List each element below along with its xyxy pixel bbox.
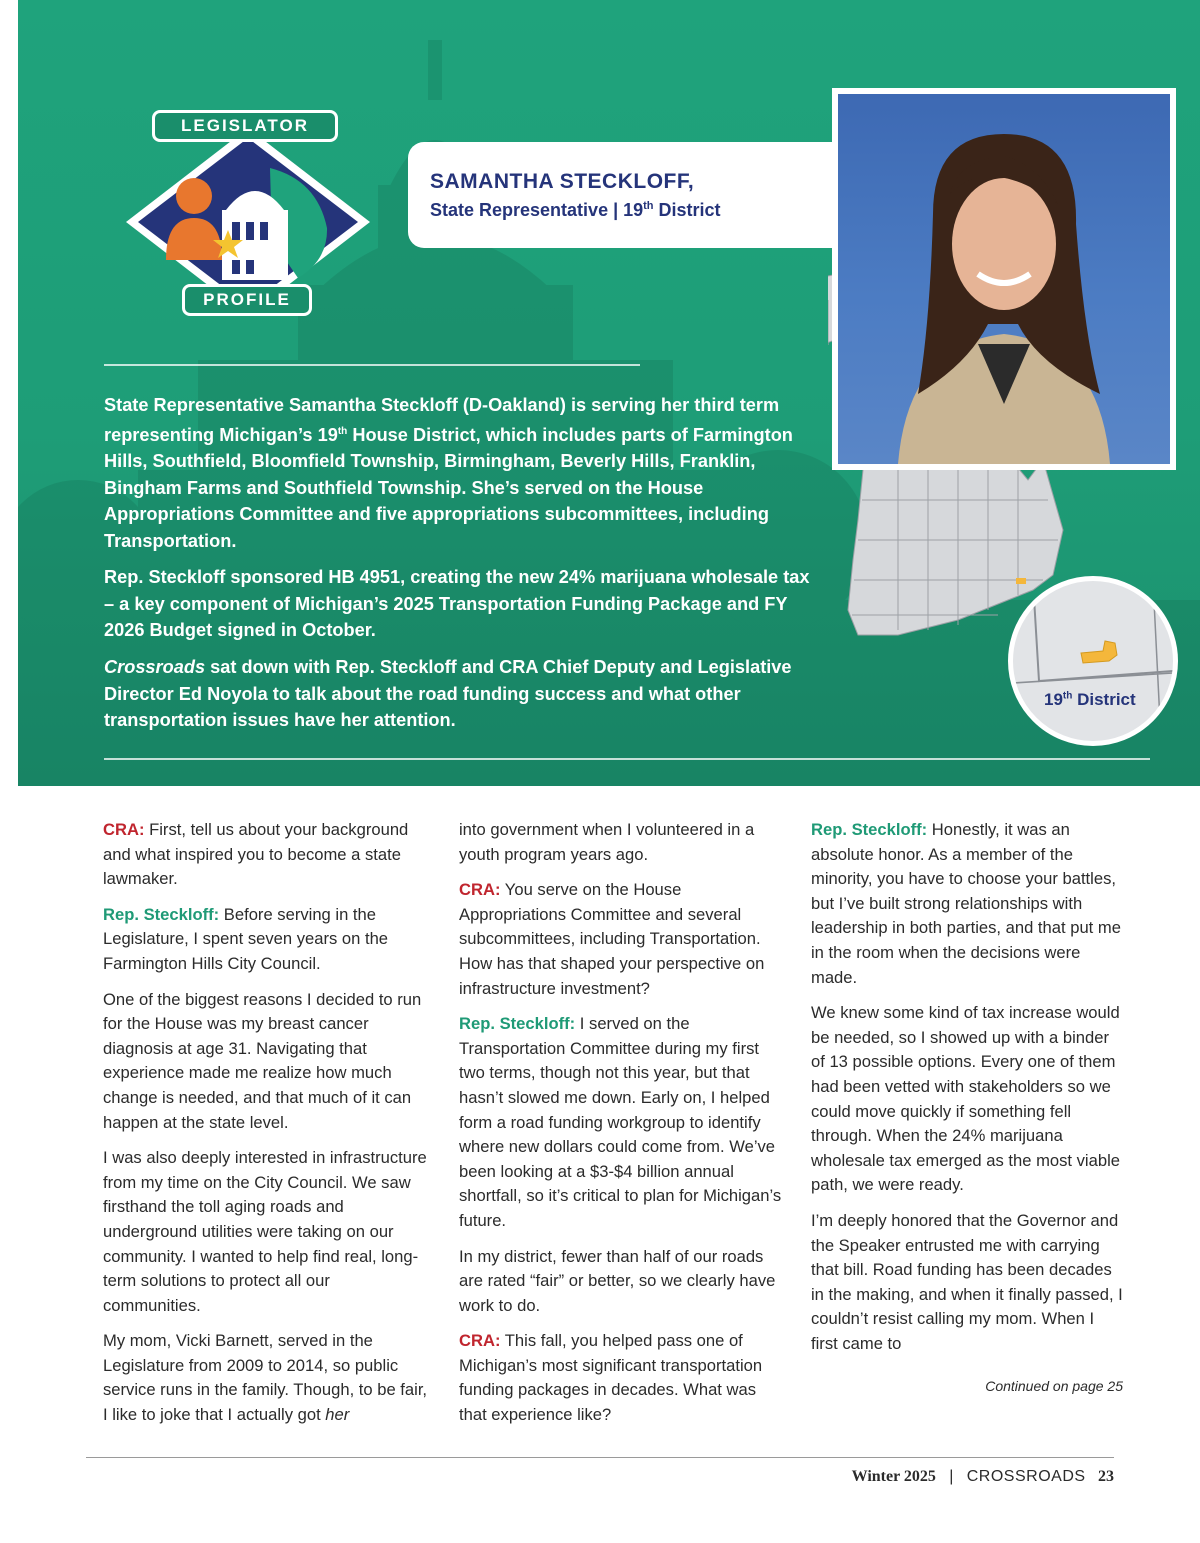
question-1 bbox=[103, 818, 431, 892]
cra-label: CRA: bbox=[459, 1331, 501, 1351]
name-card bbox=[408, 142, 858, 248]
intro-paragraph-3 bbox=[104, 654, 824, 734]
legislator-name: SAMANTHA STECKLOFF, bbox=[430, 170, 695, 193]
question-text: This fall, you helped pass one of Michigan’s most significant transportation funding packages in decades. What was that experience like? bbox=[459, 1331, 763, 1425]
legislator-profile-badge bbox=[122, 110, 374, 324]
district-label bbox=[1044, 690, 1136, 710]
answer-text: I served on the Transportation Committee during my first two terms, though not this year, but that hasn’t slowed me down. Early on, I helped form a road funding workgroup to identify where new dollars could come from. We’ve been looking at a $3-$4 billion annual shortfall, so it’s critical to plan for Michigan’s future. bbox=[459, 1014, 782, 1230]
answer-text: Before serving in the Legislature, I spent seven years on the Farmington Hills City Council. bbox=[103, 904, 389, 973]
cra-label: CRA: bbox=[103, 820, 145, 839]
district-number: 19 bbox=[1044, 690, 1063, 709]
district-zoom-inset bbox=[1008, 576, 1178, 746]
paragraph: We knew some kind of tax increase would be needed, so I showed up with a binder of 13 possible options. Every one of them had been vetted with stakeholders so we could move quickly if something fell through. When the 24% marijuana wholesale tax emerged as the most viable path, we were ready. bbox=[811, 1003, 1120, 1195]
cra-label: CRA: bbox=[459, 880, 501, 900]
role-superscript: th bbox=[643, 200, 654, 212]
rep-label: Rep. Steckloff: bbox=[811, 820, 928, 839]
paragraph: One of the biggest reasons I decided to run for the House was my breast cancer diagnosis at age 31. Navigating that experience made me realize how much change is needed, and that much of it can happen at the state level. bbox=[103, 989, 422, 1132]
intro-text-a: State Representative Samantha Steckloff (D-Oakland) is serving her third term representing Michigan’s 19 bbox=[104, 395, 780, 445]
paragraph: In my district, fewer than half of our roads are rated “fair” or better, so we clearly have work to do. bbox=[459, 1246, 776, 1315]
question-2 bbox=[459, 878, 787, 1001]
district-shape-icon bbox=[1081, 641, 1117, 663]
legislator-role bbox=[430, 200, 721, 221]
continued-link[interactable]: Continued on page 25 bbox=[985, 1378, 1123, 1395]
paragraph: I’m deeply honored that the Governor and the Speaker entrusted me with carrying that bill. Road funding has been decades in the making, and when it finally passed, I couldn’t resist calling my mom. When I first came to bbox=[811, 1210, 1123, 1353]
intro-text-b: House District, which includes parts of Farmington Hills, Southfield, Bloomfield Township, Birmingham, Beverly Hills, Franklin, Bingham Farms and Southfield Township. She’s served on the House Appropriations Committee and five appropriations subcommittees, including Transportation. bbox=[104, 424, 793, 551]
intro-text-c: sat down with Rep. Steckloff and CRA Chief Deputy and Legislative Director Ed Noyola to talk about the road funding success and what other transportation issues have her attention. bbox=[104, 657, 792, 730]
issue-date: Winter 2025 bbox=[851, 1468, 936, 1485]
role-prefix: State Representative | 19 bbox=[430, 200, 644, 220]
hero-banner bbox=[18, 0, 1200, 786]
article-column-2 bbox=[459, 818, 787, 1439]
paragraph-text: My mom, Vicki Barnett, served in the Legislature from 2009 to 2014, so public service runs in the family. Though, to be fair, I like to joke that I actually got bbox=[103, 1331, 428, 1425]
rep-label: Rep. Steckloff: bbox=[459, 1014, 576, 1034]
intro-paragraph-2: Rep. Steckloff sponsored HB 4951, creating the new 24% marijuana wholesale tax – a key component of Michigan’s 2025 Transportation Funding Package and FY 2026 Budget signed in October. bbox=[104, 567, 810, 640]
article-column-1 bbox=[103, 818, 431, 1439]
answer-1 bbox=[103, 903, 431, 977]
page-footer bbox=[852, 1468, 1114, 1486]
page-number: 23 bbox=[1098, 1468, 1114, 1485]
rep-label: Rep. Steckloff: bbox=[103, 904, 220, 924]
hero-divider-bottom bbox=[104, 758, 1150, 760]
district-marker bbox=[1016, 578, 1026, 584]
question-3 bbox=[459, 1329, 787, 1427]
answer-2 bbox=[459, 1012, 787, 1233]
paragraph bbox=[103, 1329, 431, 1427]
publication-title: CROSSROADS bbox=[966, 1468, 1086, 1485]
answer-text: Honestly, it was an absolute honor. As a member of the minority, you have to choose your battles, but I’ve built strong relationships with leadership in both parties, and that put me in the room when the decisions were made. bbox=[811, 820, 1121, 987]
article-column-3 bbox=[811, 818, 1123, 1410]
footer-divider bbox=[86, 1457, 1114, 1458]
district-superscript: th bbox=[1062, 690, 1073, 702]
district-word: District bbox=[1072, 690, 1136, 709]
emphasis-text: her bbox=[325, 1405, 350, 1425]
footer-separator: | bbox=[949, 1468, 954, 1485]
publication-name: Crossroads bbox=[104, 657, 206, 677]
question-text: First, tell us about your background and what inspired you to become a state lawmaker. bbox=[103, 820, 409, 889]
intro-paragraph-1 bbox=[104, 392, 824, 554]
answer-3 bbox=[811, 818, 1123, 990]
paragraph: I was also deeply interested in infrastructure from my time on the City Council. We saw firsthand the toll aging roads and underground utilities were taking on our community. I wanted to help find real, long-term solutions to protect all our communities. bbox=[103, 1148, 427, 1315]
hero-divider-top bbox=[104, 364, 640, 366]
paragraph: into government when I volunteered in a youth program years ago. bbox=[459, 820, 755, 864]
legislator-portrait bbox=[832, 88, 1176, 470]
intro-superscript: th bbox=[337, 425, 348, 437]
question-text: You serve on the House Appropriations Committee and several subcommittees, including Transportation. How has that shaped your perspective on infrastructure investment? bbox=[459, 880, 765, 998]
role-suffix: District bbox=[653, 200, 721, 220]
badge-label-top: LEGISLATOR bbox=[152, 110, 338, 142]
badge-label-bottom: PROFILE bbox=[182, 284, 312, 316]
